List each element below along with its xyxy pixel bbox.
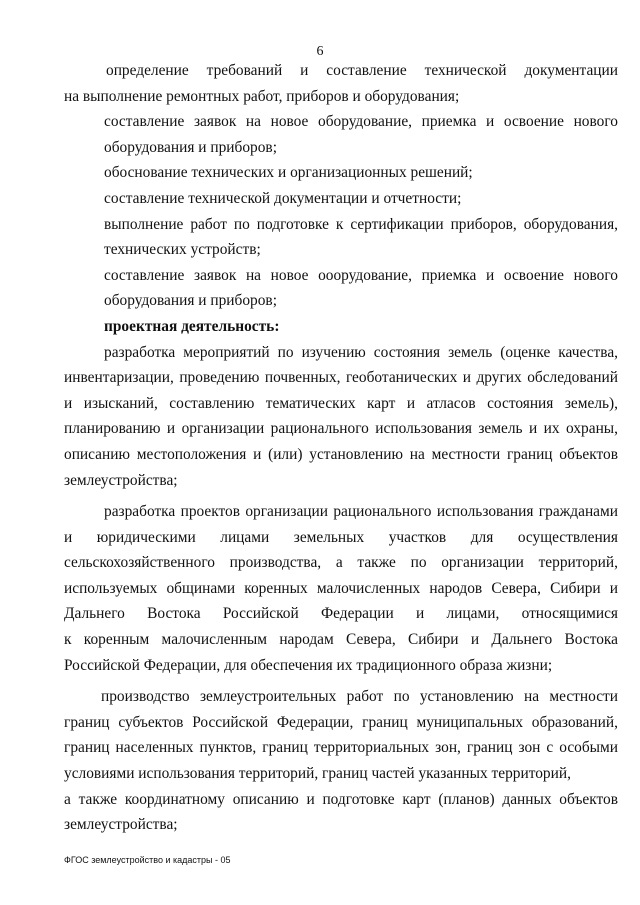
paragraph bbox=[64, 58, 618, 109]
paragraph bbox=[64, 263, 618, 314]
text-line: землеустройства; bbox=[64, 816, 178, 834]
paragraph bbox=[64, 160, 618, 186]
text-line: проектная деятельность: bbox=[104, 317, 280, 335]
text-line: разработка проектов организации рационального использования гражданами bbox=[104, 503, 618, 521]
text-line: используемых общинами коренных малочисленных народов Севера, Сибири и bbox=[64, 579, 618, 597]
text-line: Дальнего Востока Российской Федерации и лицами, относящимися bbox=[64, 605, 618, 623]
text-line: и изысканий, составлению тематических карт и атласов состояния земель), bbox=[64, 394, 618, 412]
text-line: границ населенных пунктов, границ территориальных зон, границ зон с особыми bbox=[64, 739, 618, 757]
text-line: составление технической документации и отчетности; bbox=[104, 189, 462, 207]
page-number: 6 bbox=[316, 44, 324, 59]
text-line: границ субъектов Российской Федерации, границ муниципальных образований, bbox=[64, 713, 618, 731]
text-line: Российской Федерации, для обеспечения их традиционного образа жизни; bbox=[64, 656, 553, 674]
text-line: описанию местоположения и (или) установлению на местности границ объектов bbox=[64, 445, 618, 463]
text-line: к коренным малочисленным народам Севера, Сибири и Дальнего Востока bbox=[64, 631, 618, 649]
document-body bbox=[64, 58, 618, 838]
text-line: инвентаризации, проведению почвенных, геоботанических и других обследований bbox=[64, 369, 618, 387]
paragraph bbox=[64, 340, 618, 494]
text-line: планированию и организации рационального использования земель и их охраны, bbox=[64, 420, 618, 438]
text-line: на выполнение ремонтных работ, приборов и оборудования; bbox=[64, 87, 460, 105]
text-line: и юридическими лицами земельных участков для осуществления bbox=[64, 528, 618, 546]
text-line: обоснование технических и организационных решений; bbox=[104, 164, 473, 182]
text-line: разработка мероприятий по изучению состояния земель (оценке качества, bbox=[104, 343, 618, 361]
text-line: землеустройства; bbox=[64, 471, 178, 489]
text-line: оборудования и приборов; bbox=[104, 138, 277, 156]
paragraph bbox=[64, 678, 618, 838]
text-line: условиями использования территорий, границ частей указанных территорий, bbox=[64, 765, 571, 783]
text-line: составление заявок на новое оборудование, приемка и освоение нового bbox=[104, 113, 618, 131]
text-line: сельскохозяйственного производства, а также по организации территорий, bbox=[64, 554, 618, 572]
page-footer: ФГОС землеустройство и кадастры - 05 bbox=[64, 855, 231, 865]
text-line: составление заявок на новое ооорудование, приемка и освоение нового bbox=[104, 266, 618, 284]
paragraph bbox=[64, 109, 618, 160]
paragraph bbox=[64, 212, 618, 263]
text-line: оборудования и приборов; bbox=[104, 292, 277, 310]
text-line: производство землеустроительных работ по установлению на местности bbox=[101, 688, 618, 706]
paragraph bbox=[64, 186, 618, 212]
paragraph bbox=[64, 314, 618, 340]
text-line: а также координатному описанию и подготовке карт (планов) данных объектов bbox=[64, 790, 618, 808]
text-line: выполнение работ по подготовке к сертификации приборов, оборудования, bbox=[104, 215, 618, 233]
text-line: определение требований и составление технической документации bbox=[106, 62, 618, 79]
text-line: технических устройств; bbox=[104, 241, 261, 259]
paragraph bbox=[64, 493, 618, 678]
